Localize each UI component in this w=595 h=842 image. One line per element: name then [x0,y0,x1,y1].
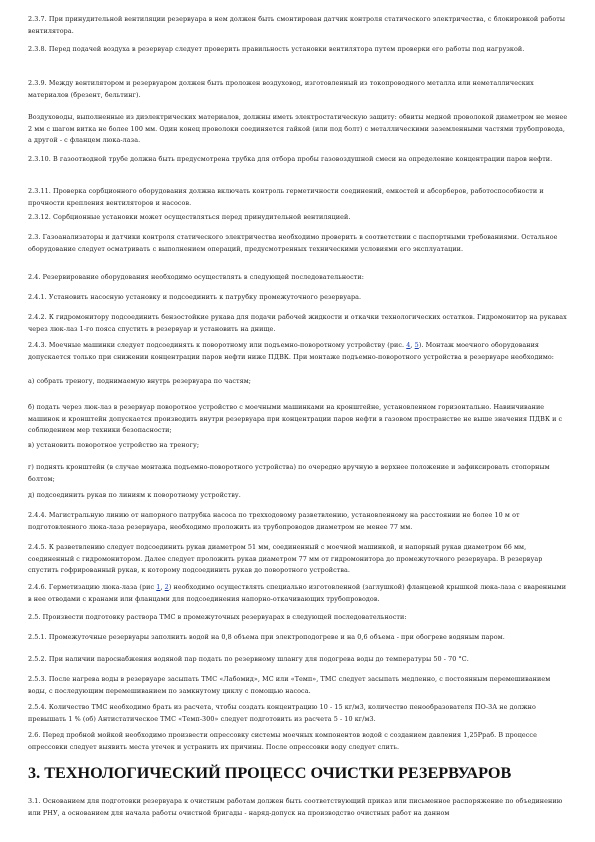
paragraph-2-4-2: 2.4.2. К гидромонитору подсоединить бензостойкие рукава для подачи рабочей жидкости и откачки технологических остатков. Гидромонитор на рукавах через люк-лаз 1-го пояса спустить в резервуар и установить на днище. [28,313,567,333]
paragraph-2-5-4: 2.5.4. Количество ТМС необходимо брать из расчета, чтобы создать концентрацию 10 - 15 кг/м3, количество пенообразователя ПО-3А не должно превышать 1 % (об) Антистатическое ТМС «Темп-300» следует подготовить из расчета 5 - 10 кг/м3. [28,703,536,723]
paragraph-2-3-10: 2.3.10. В газоотводной трубе должна быть предусмотрена трубка для отбора пробы газовоздушной смеси на определение концентрации паров нефти. [28,155,553,163]
paragraph-item-d: д) подсоединить рукав по линиям к поворотному устройству. [28,491,241,499]
paragraph-3-1: 3.1. Основанием для подготовки резервуара к очистным работам должен быть соответствующий приказ или письменное распоряжение по объединению или РНУ, а основанием для начала работы очистной бригады - наряд-допуск на производство очистных работ на данном [28,797,563,817]
paragraph-2-4-6-text-a: 2.4.6. Герметизацию люка-лаза (рис [28,583,157,591]
paragraph-item-g: г) поднять кронштейн (в случае монтажа подъемно-поворотного устройства) по очередно вручную в верхнее положение и зафиксировать стопорным болтом; [28,463,550,483]
paragraph-2-3-11: 2.3.11. Проверка сорбционного оборудования должна включать контроль герметичности соединений, емкостей и абсорберов, работоспособности и прочности крепления вентиляторов и насосов. [28,187,544,207]
paragraph-2-5-2: 2.5.2. При наличии пароснабжения водяной пар подать по резервному шлангу для подогрева воды до температуры 50 - 70 °С. [28,655,469,663]
paragraph-2-3-8: 2.3.8. Перед подачей воздуха в резервуар следует проверить правильность установки вентилятора путем проверки его работы под нагрузкой. [28,45,525,53]
paragraph-2-5-3: 2.5.3. После нагрева воды в резервуаре засыпать ТМС «Лабомид», МС или «Темп», ТМС следует засыпать медленно, с постоянным перемешиванием воды, с последующим перемешиванием по замкнутому циклу с помощью насоса. [28,675,551,695]
paragraph-2-4-6-text-b: ) необходимо осуществлять специально изготовленной (заглушкой) фланцевой крышкой люка-лаза с вваренными в нее отводами с кранами или фланцами для подсоединения напорно-откачивающих трубопроводов. [28,583,567,603]
paragraph-2-3-12: 2.3.12. Сорбционные установки может осуществляться перед принудительной вентиляцией. [28,213,351,221]
paragraph-2-4-1: 2.4.1. Установить насосную установку и подсоединить к патрубку промежуточного резервуара. [28,293,362,301]
paragraph-2-4-3 [28,340,570,363]
paragraph-2-6: 2.6. Перед пробной мойкой необходимо произвести опрессовку системы моечных компонентов водой с созданием давления 1,25Рраб. В процессе опрессовки следует выявить места утечек и устранить их причины. После опрессовки воду следует слить. [28,731,537,751]
figure-link[interactable]: 2 [164,583,169,591]
paragraph-2-3: 2.3. Газоанализаторы и датчики контроля статического электричества необходимо проверить в соответствии с паспортными требованиями. Остальное оборудование следует осматривать с выполнением операций, предусмотренных техническими условиями его эксплуатации. [28,233,558,253]
paragraph-2-4-3-text-b: ). Монтаж моечного оборудования допускается только при снижении концентрации паров нефти ниже ПДВК. При монтаже подъемно-поворотного устройства в резервуаре необходимо: [28,341,555,361]
figure-link[interactable]: 1 [156,583,161,591]
figure-link[interactable]: 5 [414,341,419,349]
paragraph-2-4-3-sep: , [410,341,415,349]
paragraph-2-4-6 [28,582,570,605]
paragraph-item-v: в) установить поворотное устройство на треногу; [28,441,200,449]
paragraph-2-3-7: 2.3.7. При принудительной вентиляции резервуара в нем должен быть смонтирован датчик контроля статического электричества, с блокировкой работы вентилятора. [28,15,566,35]
paragraph-2-4-5: 2.4.5. К разветвлению следует подсоединить рукав диаметром 51 мм, соединенный с моечной машинкой, и напорный рукав диаметром 66 мм, соединенный с гидромонитором. Далее следует проложить рукав диаметром 77 мм от гидромонитора до промежуточного резервуара. В резервуар спустить гофрированный рукав, к которому подсоединить рукав до поворотного устройства. [28,543,543,574]
paragraph-2-5: 2.5. Произвести подготовку раствора ТМС в промежуточных резервуарах в следующей последовательности: [28,613,407,621]
paragraph-2-4: 2.4. Резервирование оборудования необходимо осуществлять в следующей последовательности: [28,273,364,281]
paragraph-2-4-6-sep: , [160,583,165,591]
section-heading: 3. ТЕХНОЛОГИЧЕСКИЙ ПРОЦЕСС ОЧИСТКИ РЕЗЕРВУАРОВ [28,764,512,782]
figure-link[interactable]: 4 [406,341,411,349]
paragraph-air-ducts: Воздуховоды, выполненные из диэлектрических материалов, должны иметь электростатическую защиту: обвиты медной проволокой диаметром не менее 2 мм с шагом витка не более 100 мм. Один конец проволоки соединяется гайкой (или под болт) с металлическими заземленными частями трубопровода, а другой - с фланцем люка-лаза. [28,113,568,144]
paragraph-2-4-3-text-a: 2.4.3. Моечные машинки следует подсоединять к поворотному или подъемно-поворотному устройству (рис. [28,341,407,349]
paragraph-item-a: а) собрать треногу, поднимаемую внутрь резервуара по частям; [28,377,252,385]
paragraph-item-b: б) подать через люк-лаз в резервуар поворотное устройство с моечными машинками на кронштейне, установленном горизонтально. Навинчивание машинок и кронштейн допускается производить внутри резервуара при концентрации паров нефти в газовом пространстве не выше значения ПДВК и с соблюдением мер техники безопасности; [28,403,563,434]
paragraph-2-3-9: 2.3.9. Между вентилятором и резервуаром должен быть проложен воздуховод, изготовленный из токопроводного металла или неметаллических материалов (брезент, бельтинг). [28,79,534,99]
paragraph-2-4-4: 2.4.4. Магистральную линию от напорного патрубка насоса по трехходовому разветвлению, установленному на расстоянии не более 10 м от подготовленного люка-лаза резервуара, необходимо проложить из трубопроводов диаметром не менее 77 мм. [28,511,520,531]
paragraph-2-5-1: 2.5.1. Промежуточные резервуары заполнить водой на 0,8 объема при электроподогреве и на 0,6 объема - при обогреве водяным паром. [28,633,505,641]
